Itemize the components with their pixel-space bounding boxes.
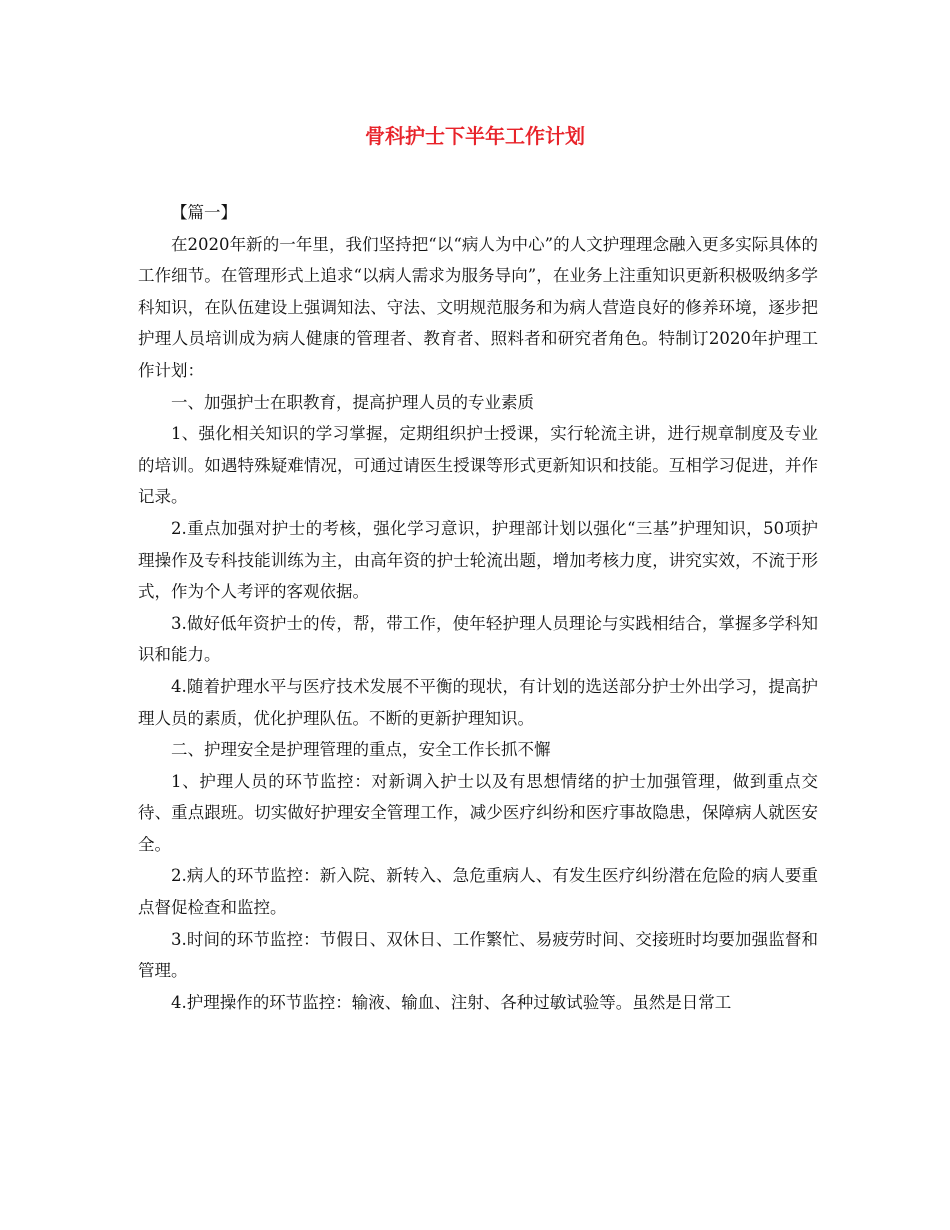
document-title: 骨科护士下半年工作计划 <box>365 124 585 148</box>
paragraph-item: 4.随着护理水平与医疗技术发展不平衡的现状，有计划的选送部分护士外出学习，提高护理人员的素质，优化护理队伍。不断的更新护理知识。 <box>138 676 818 728</box>
paragraph-item: 2.病人的环节监控：新入院、新转入、急危重病人、有发生医疗纠纷潜在危险的病人要重点督促检查和监控。 <box>138 866 818 918</box>
paragraph-item: 1、护理人员的环节监控：对新调入护士以及有思想情绪的护士加强管理，做到重点交待、重点跟班。切实做好护理安全管理工作，减少医疗纠纷和医疗事故隐患，保障病人就医安全。 <box>138 771 818 854</box>
section-label: 【篇一】 <box>171 203 237 222</box>
heading-section-1: 一、加强护士在职教育，提高护理人员的专业素质 <box>171 392 534 412</box>
paragraph-item: 4.护理操作的环节监控：输液、输血、注射、各种过敏试验等。虽然是日常工 <box>171 992 732 1012</box>
paragraph-item: 1、强化相关知识的学习掌握，定期组织护士授课，实行轮流主讲，进行规章制度及专业的培训。如遇特殊疑难情况，可通过请医生授课等形式更新知识和技能。互相学习促进，并作记录。 <box>138 424 818 507</box>
paragraph-intro: 在2020年新的一年里，我们坚持把“以“病人为中心”的人文护理理念融入更多实际具体的工作细节。在管理形式上追求“以病人需求为服务导向”，在业务上注重知识更新积极吸纳多学科知识，在队伍建设上强调知法、守法、文明规范服务和为病人营造良好的修养环境，逐步把护理人员培训成为病人健康的管理者、教育者、照料者和研究者角色。特制订2020年护理工作计划： <box>138 234 818 380</box>
heading-section-2: 二、护理安全是护理管理的重点，安全工作长抓不懈 <box>171 740 551 760</box>
document-body <box>138 197 818 1018</box>
paragraph-item: 2.重点加强对护士的考核，强化学习意识，护理部计划以强化“三基”护理知识，50项护理操作及专科技能训练为主，由高年资的护士轮流出题，增加考核力度，讲究实效，不流于形式，作为个人考评的客观依据。 <box>138 518 818 602</box>
paragraph-item: 3.时间的环节监控：节假日、双休日、工作繁忙、易疲劳时间、交接班时均要加强监督和管理。 <box>138 929 818 981</box>
paragraph-item: 3.做好低年资护士的传，帮，带工作，使年轻护理人员理论与实践相结合，掌握多学科知识和能力。 <box>138 613 818 665</box>
